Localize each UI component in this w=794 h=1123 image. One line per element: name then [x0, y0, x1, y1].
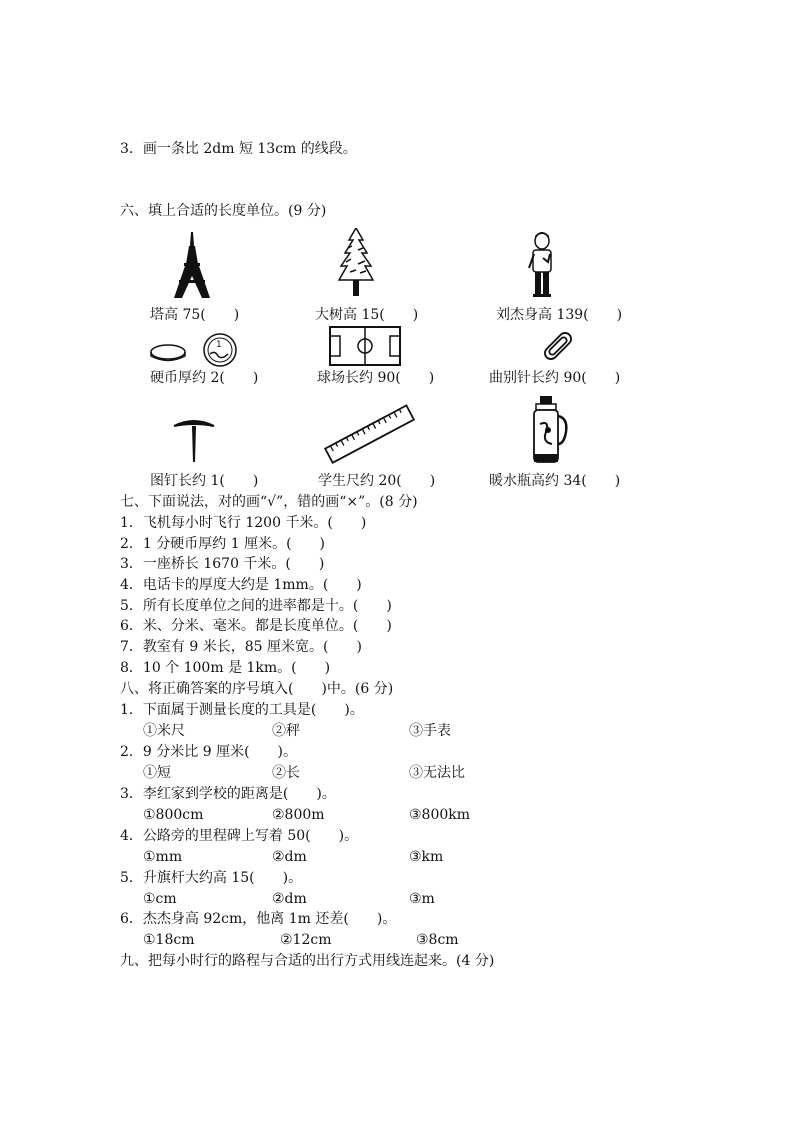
section8-q2-opt1: ①短: [143, 765, 171, 781]
section7-item-3: 3．一座桥长 1670 千米。( ): [120, 556, 325, 572]
section7-item-2: 2．1 分硬币厚约 1 厘米。( ): [120, 536, 325, 552]
section9-title: 九、把每小时行的路程与合适的出行方式用线连起来。(4 分): [120, 953, 495, 969]
section8-q4-opt1: ①mm: [143, 849, 183, 865]
section8-q5-opt3: ③m: [409, 891, 435, 907]
section7-item-1: 1．飞机每小时飞行 1200 千米。( ): [120, 515, 367, 531]
section8-q1: 1．下面属于测量长度的工具是( )。: [120, 702, 364, 718]
q5-item-3: 3．画一条比 2dm 短 13cm 的线段。: [120, 141, 357, 157]
section7-item-7: 7．教室有 9 米长，85 厘米宽。( ): [120, 639, 362, 655]
ruler-icon: [322, 404, 418, 466]
section8-q1-opt2: ②秤: [272, 723, 300, 739]
eiffel-tower-icon: [173, 232, 211, 298]
section8-q2-opt2: ②长: [272, 765, 300, 781]
section8-q1-opt1: ①米尺: [143, 723, 185, 739]
section8-q2: 2．9 分米比 9 厘米( )。: [120, 744, 297, 760]
section8-q6: 6．杰杰身高 92cm，他离 1m 还差( )。: [120, 911, 397, 927]
section7-item-5: 5．所有长度单位之间的进率都是十。( ): [120, 598, 392, 614]
section6-title: 六、填上合适的长度单位。(9 分): [120, 203, 327, 219]
section8-q3: 3．李红家到学校的距离是( )。: [120, 786, 336, 802]
svg-text:1: 1: [216, 340, 222, 350]
item-tack-length: 图钉长约 1( ): [150, 473, 259, 489]
football-field-icon: [329, 326, 401, 366]
item-field-length: 球场长约 90( ): [317, 370, 435, 386]
tree-icon: [338, 228, 374, 296]
section8-q3-opt1: ①800cm: [143, 807, 204, 823]
item-coin-thickness: 硬币厚约 2( ): [150, 370, 259, 386]
boy-icon: [527, 232, 557, 298]
thumbtack-icon: [172, 418, 216, 464]
section7-item-6: 6．米、分米、毫米。都是长度单位。( ): [120, 618, 392, 634]
section8-q3-opt3: ③800km: [409, 807, 471, 823]
section8-q5-opt1: ①cm: [143, 891, 177, 907]
item-boy-height: 刘杰身高 139( ): [496, 307, 623, 323]
item-tower-height: 塔高 75( ): [150, 307, 240, 323]
section8-q6-opt3: ③8cm: [416, 932, 459, 948]
coin-icon: [150, 332, 238, 368]
section7-item-8: 8．10 个 100m 是 1km。( ): [120, 660, 331, 676]
section8-q4: 4．公路旁的里程碑上写着 50( )。: [120, 828, 359, 844]
paperclip-icon: [540, 328, 576, 364]
section8-q1-opt3: ③手表: [409, 723, 451, 739]
item-ruler-length: 学生尺约 20( ): [318, 473, 436, 489]
section7-item-4: 4．电话卡的厚度大约是 1mm。( ): [120, 577, 362, 593]
section8-q4-opt3: ③km: [409, 849, 444, 865]
item-thermos-height: 暖水瓶高约 34( ): [489, 473, 621, 489]
section8-q5-opt2: ②dm: [272, 891, 307, 907]
item-tree-height: 大树高 15( ): [315, 307, 419, 323]
section8-q3-opt2: ②800m: [272, 807, 325, 823]
section8-q2-opt3: ③无法比: [409, 765, 465, 781]
item-clip-length: 曲别针长约 90( ): [489, 370, 621, 386]
section8-q6-opt1: ①18cm: [143, 932, 195, 948]
thermos-icon: [526, 394, 570, 466]
section8-title: 八、将正确答案的序号填入( )中。(6 分): [120, 681, 394, 697]
section8-q5: 5．升旗杆大约高 15( )。: [120, 870, 303, 886]
section7-title: 七、下面说法，对的画“√”，错的画“×”。(8 分): [120, 494, 418, 510]
section8-q4-opt2: ②dm: [272, 849, 307, 865]
section8-q6-opt2: ②12cm: [280, 932, 332, 948]
